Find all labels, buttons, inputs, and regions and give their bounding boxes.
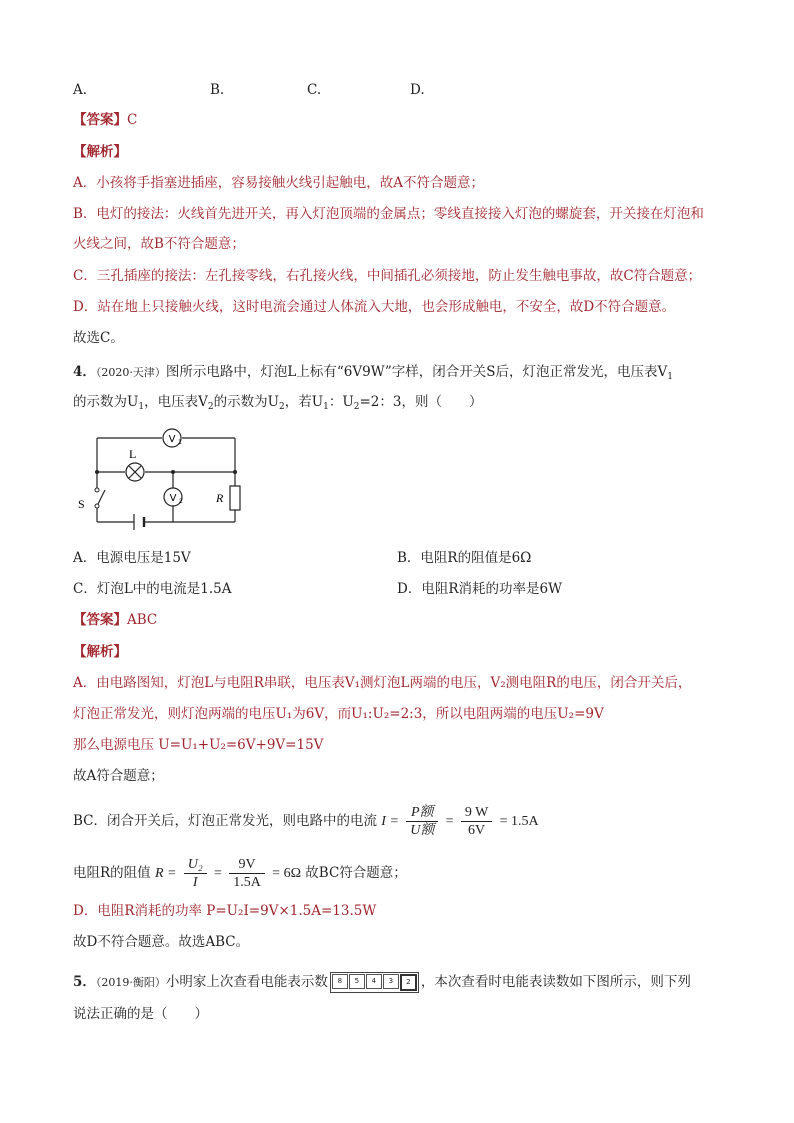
q4-stem-text1: 图所示电路中，灯泡L上标有“6V9W”字样，闭合开关S后，灯泡正常发光，电压表V	[165, 364, 668, 380]
r-result: = 6Ω	[272, 866, 301, 881]
q4-conclusion: 故D不符合题意。故选ABC。	[73, 934, 250, 950]
q4-analysis-d: D．电阻R消耗的功率 P=U₂I=9V×1.5A=13.5W	[73, 903, 377, 919]
q4-stem-part: 的示数为U	[213, 394, 279, 410]
q4-stem-part: ，电压表V	[144, 394, 208, 410]
bc-result: = 1.5A	[499, 814, 539, 829]
r-text: 电阻R的阻值	[73, 865, 151, 881]
circuit-diagram	[72, 422, 252, 542]
q5-stem-text: 小明家上次查看电能表示数	[165, 974, 328, 990]
r-fraction-1: $\frac{\text{U₂}}{I}$	[184, 856, 207, 891]
q4-option-d: D．电阻R消耗的功率是6W	[397, 581, 562, 597]
q3-analysis-b: B．电灯的接法：火线首先进开关，再入灯泡顶端的金属点；零线直接接入灯泡的螺旋套，开关接在灯泡和	[73, 206, 704, 222]
q4-sub: 1	[667, 372, 673, 382]
option-d-label: D.	[410, 82, 425, 98]
q4-analysis-a4: 故A符合题意；	[73, 768, 164, 784]
q5-stem-text: ，本次查看时电能表读数如下图所示，则下列	[420, 974, 691, 990]
analysis-label: 【解析】	[73, 144, 127, 160]
q3-analysis-d: D．站在地上只接触火线，这时电流会通过人体流入大地，也会形成触电，不安全，故D不符合题意。	[73, 299, 676, 315]
svg-text:1: 1	[178, 439, 182, 446]
q4-analysis-r: 电阻R的阻值 R = $\frac{\text{U₂}}{I}$ = $\frac{9V}{1.5A}$ = 6Ω 故BC符合题意；	[73, 857, 407, 890]
q3-analysis-a: A．小孩将手指塞进插座，容易接触火线引起触电，故A不符合题意；	[73, 175, 484, 191]
answer-label: 【答案】	[73, 112, 127, 128]
svg-text:V: V	[169, 493, 177, 504]
q4-option-c: C．灯泡L中的电流是1.5A	[73, 581, 232, 597]
analysis-label: 【解析】	[73, 644, 127, 660]
q4-source: （2020·天津）	[95, 366, 166, 379]
lamp-label: L	[129, 447, 137, 461]
q3-analysis-c: C．三孔插座的接法：左孔接零线，右孔接火线，中间插孔必须接地，防止发生触电事故，故C符合题意；	[73, 268, 702, 284]
option-c-label: C.	[307, 82, 322, 98]
q4-stem-part: 的示数为U	[73, 394, 139, 410]
answer-value: ABC	[127, 612, 158, 628]
bc-fraction-1: $\frac{\text{P额}}{\text{U额}}$	[406, 804, 438, 839]
r-fraction-2: $\frac{9V}{1.5A}$	[229, 856, 265, 891]
answer-value: C	[127, 112, 138, 128]
q4-option-a: A．电源电压是15V	[73, 550, 191, 566]
svg-text:2: 2	[179, 498, 183, 505]
resistor-label: R	[216, 491, 224, 505]
answer-label: 【答案】	[73, 612, 127, 628]
switch-label: S	[78, 497, 85, 511]
q4-option-b: B．电阻R的阻值是6Ω	[397, 550, 532, 566]
q3-conclusion: 故选C。	[73, 330, 124, 346]
q5-number: 5．	[73, 974, 96, 990]
q3-answer	[73, 110, 137, 130]
q5-source: （2019·衡阳）	[95, 976, 166, 989]
q4-stem-part: =2：3，则（ ）	[359, 394, 483, 410]
q4-analysis-a3: 那么电源电压 U=U₁+U₂=6V+9V=15V	[73, 737, 324, 753]
q4-analysis-a2: 灯泡正常发光，则灯泡两端的电压U₁为6V，而U₁:U₂=2:3，所以电阻两端的电压U₂=9V	[73, 706, 604, 722]
q4-analysis-a1: A．由电路图知，灯泡L与电阻R串联，电压表V₁测灯泡L两端的电压，V₂测电阻R的电压，闭合开关后，	[73, 675, 692, 691]
q4-analysis-bc: BC．闭合开关后，灯泡正常发光，则电路中的电流 I = $\frac{\text{P额}}{\text{U额}}$ = $\frac{9 W}{6V}$ = 1.5A	[73, 805, 539, 838]
q3-analysis-b-cont: 火线之间，故B不符合题意；	[73, 236, 245, 252]
r-tail: 故BC符合题意；	[305, 865, 407, 881]
bc-text: BC．闭合开关后，灯泡正常发光，则电路中的电流	[73, 813, 377, 829]
q5-stem-line2: 说法正确的是（ ）	[73, 1006, 208, 1022]
q4-answer	[73, 610, 157, 630]
bc-fraction-2: $\frac{9 W}{6V}$	[461, 804, 492, 839]
bc-lhs: I =	[381, 814, 399, 829]
q5-stem-line1	[73, 972, 691, 993]
q4-stem-line1	[73, 362, 673, 387]
option-a-label: A.	[73, 82, 88, 98]
q4-number: 4．	[73, 364, 96, 380]
q4-stem-part: ，若U	[284, 394, 324, 410]
option-b-label: B.	[210, 82, 225, 98]
resistor-icon	[230, 486, 240, 510]
q4-stem-line2: 的示数为$U_1$，电压表$V_2$的示数为$U_2$，若$U_1$：$U_2=2$：3，则（ ）	[73, 394, 483, 412]
energy-meter-reading: 8 5 4 3 2	[330, 972, 419, 993]
svg-text:V: V	[168, 434, 176, 445]
q4-stem-part: ：U	[328, 394, 354, 410]
r-lhs: R =	[154, 866, 177, 881]
